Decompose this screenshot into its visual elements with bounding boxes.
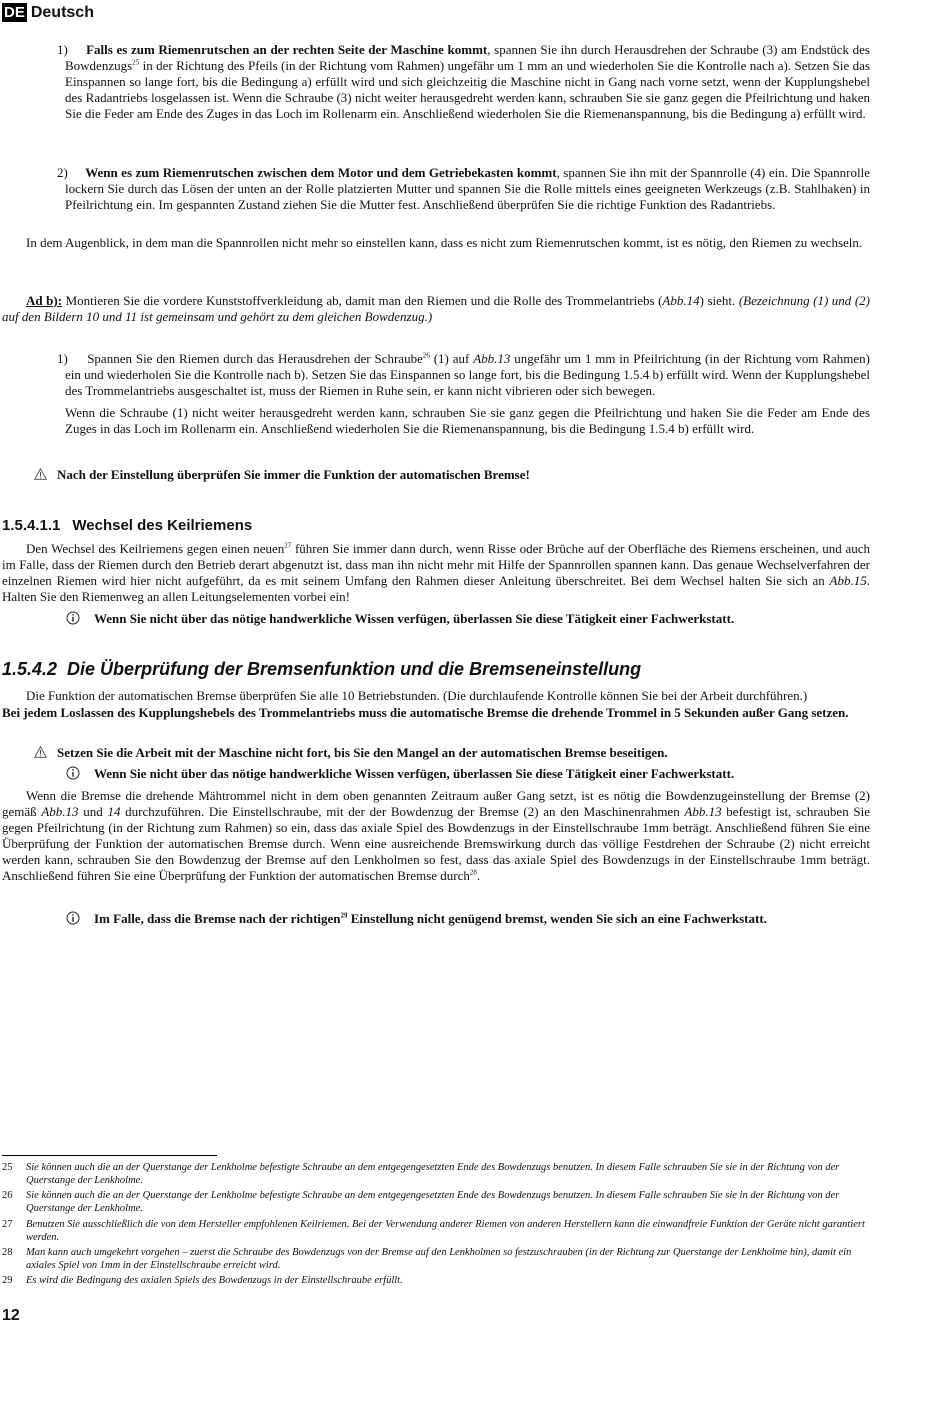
figure-ref: Abb.14: [662, 293, 700, 308]
footnote-ref: 28: [469, 868, 477, 877]
info-note: [66, 766, 876, 782]
footnote-number: 28: [2, 1247, 13, 1258]
warning-text: Nach der Einstellung überprüfen Sie immer die Funktion der automatischen Bremse!: [57, 467, 530, 482]
ad-b-text: Montieren Sie die vordere Kunststoffverkleidung ab, damit man den Riemen und die Rolle des Trommelantriebs (: [62, 293, 663, 308]
figure-ref: 14: [107, 804, 121, 819]
figure-ref: Abb.13: [41, 804, 79, 819]
footnote-number: 25: [2, 1162, 13, 1173]
info-text-part: Im Falle, dass die Bremse nach der richtigen: [94, 911, 341, 926]
figure-ref: Abb.13: [684, 804, 722, 819]
body-text: Den Wechsel des Keilriemens gegen einen neuen: [26, 541, 285, 556]
footnote-text: Sie können auch die an der Querstange der Lenkholme befestigte Schraube an dem entgegengesetzten Ende des Bowdenzugs benutzen. In diesem Falle schrauben Sie sie in der Richtung von der Querstange der Lenkholme.: [26, 1190, 840, 1214]
figure-ref: Abb.15: [829, 573, 867, 588]
item-text: in der Richtung des Pfeils (in der Richtung vom Rahmen) ungefähr um 1 mm an und wiederholen Sie die Kontrolle nach a). Setzen Sie das Einspannen so lange fort, bis die Bedingung a) erfüllt wird und sich gleichzeitig die Maschine nicht in Gang nach vorne setzt, wenn der Kupplungshebel des Radantriebs losgelassen ist. Wenn die Schraube (3) nicht weiter herausgedreht werden kann, schrauben Sie sie ganz gegen die Pfeilrichtung und haken Sie die Feder am Ende des Zuges in das Loch im Rollenarm ein. Anschließend wiederholen Sie die Riemenanspannung, bis die Bedingung a) erfüllt wird.: [65, 58, 870, 121]
page-header: [2, 3, 94, 22]
belt-change-body: [2, 541, 870, 605]
footnote-text: Sie können auch die an der Querstange der Lenkholme befestigte Schraube an dem entgegengesetzten Ende des Bowdenzugs benutzen. In diesem Falle schrauben Sie sie in der Richtung von der Querstange der Lenkholme.: [26, 1162, 840, 1186]
instruction-item-3: [57, 351, 870, 399]
footnote-number: 26: [2, 1190, 13, 1201]
body-text: .: [476, 868, 481, 883]
info-note: [66, 611, 876, 627]
section-title: Wechsel des Keilriemens: [72, 517, 253, 534]
footnote-ref: 27: [284, 541, 292, 550]
item-text: , spannen Sie ihn mit der Spannrolle (4) ein. Die Spannrolle lockern Sie durch das Lösen der unten an der Rolle platzierten Mutter und spannen Sie die Rolle mittels eines geeigneten Werkzeugs (z.B. Stahlhaken) in Pfeilrichtung ein. Im gespannten Zustand ziehen Sie die Mutter fest. Anschließend überprüfen Sie die richtige Funktion des Radantriebs.: [65, 165, 870, 212]
ad-b-label: Ad b):: [26, 293, 63, 308]
footnote: [2, 1246, 868, 1272]
footnote-divider: [2, 1155, 217, 1156]
section-number: 1.5.4.1.1: [2, 517, 61, 534]
footnote-ref: 26: [422, 351, 430, 360]
item-text: Spannen Sie den Riemen durch das Herausdrehen der Schraube: [87, 351, 423, 366]
info-text: Wenn Sie nicht über das nötige handwerkliche Wissen verfügen, überlassen Sie diese Tätigkeit einer Fachwerkstatt.: [94, 611, 735, 626]
warning-note: [34, 745, 874, 761]
item-text: (1) auf: [429, 351, 474, 366]
info-text-part: Einstellung nicht genügend bremst, wenden Sie sich an eine Fachwerkstatt.: [347, 911, 767, 926]
item-heading: Wenn es zum Riemenrutschen zwischen dem Motor und dem Getriebekasten kommt: [85, 165, 557, 180]
info-text: Wenn Sie nicht über das nötige handwerkliche Wissen verfügen, überlassen Sie diese Tätigkeit einer Fachwerkstatt.: [94, 766, 735, 781]
belt-change-paragraph: In dem Augenblick, in dem man die Spannrollen nicht mehr so einstellen kann, dass es nicht zum Riemenrutschen kommt, ist es nötig, den Riemen zu wechseln.: [26, 235, 863, 250]
body-text: . Halten Sie den Riemenweg an allen Leitungselementen vorbei ein!: [2, 573, 870, 604]
body-text: durchzuführen. Die Einstellschraube, mit der der Bowdenzug der Bremse (2) an den Maschinenrahmen: [120, 804, 685, 819]
requirement-text: Bei jedem Loslassen des Kupplungshebels des Trommelantriebs muss die automatische Bremse die drehende Trommel in 5 Sekunden außer Gang setzen.: [2, 705, 849, 720]
info-text: [94, 911, 767, 926]
footnote: [2, 1189, 868, 1215]
section-heading-brake-check: [2, 661, 641, 677]
page-number: 12: [2, 1307, 20, 1324]
item-text: , spannen Sie ihn durch Herausdrehen der Schraube (3) am Endstück des Bowdenzugs: [65, 42, 870, 73]
footnote: [2, 1274, 868, 1287]
warning-text: Setzen Sie die Arbeit mit der Maschine nicht fort, bis Sie den Mangel an der automatischen Bremse beseitigen.: [57, 745, 668, 760]
footnote-text: Es wird die Bedingung des axialen Spiels des Bowdenzugs in der Einstellschraube erfüllt.: [26, 1275, 403, 1286]
item-number: 1): [57, 42, 68, 57]
ad-b-note: (Bezeichnung (1) und (2) auf den Bildern 10 und 11 ist gemeinsam und gehört zu dem gleichen Bowdenzug.): [2, 293, 870, 324]
warning-triangle-icon: [34, 746, 47, 758]
item-heading: Falls es zum Riemenrutschen an der rechten Seite der Maschine kommt: [86, 42, 488, 57]
info-circle-icon: [66, 611, 80, 625]
ad-b-text: ) sieht.: [699, 293, 739, 308]
warning-note: [34, 467, 874, 483]
figure-ref: Abb.13: [473, 351, 511, 366]
item-text: ungefähr um 1 mm in Pfeilrichtung (in der Richtung vom Rahmen) ein und wiederholen Sie die Kontrolle nach b). Setzen Sie das Einspannen so lange fort, bis die Bedingung 1.5.4 b) erfüllt wird. Wenn der Kupplungshebel des Trommelantriebs ausgeschaltet ist, muss der Riemen in Ruhe sein, er kann nicht vibrieren oder sich bewegen.: [65, 351, 870, 398]
body-text: führen Sie immer dann durch, wenn Risse oder Brüche auf der Oberfläche des Riemens erscheinen, und auch im Falle, dass der Riemen durch den Betrieb derart abgenutzt ist, dass man ihn nicht mehr mit Hilfe der Spannrollen spannen kann. Das genaue Wechselverfahren der einzelnen Riemen wird hier nicht aufgeführt, da es mit seinem Umfang den Rahmen dieser Anleitung überschreitet. Bei dem Wechsel halten Sie sich an: [2, 541, 870, 588]
item-number: 1): [57, 351, 68, 366]
language-code-badge: DE: [4, 4, 25, 21]
brake-adjust-body: [2, 788, 870, 884]
language-name: Deutsch: [30, 3, 94, 21]
info-circle-icon: [66, 766, 80, 780]
ad-b-paragraph: [2, 293, 870, 325]
info-note: [66, 911, 876, 927]
brake-check-intro: Die Funktion der automatischen Bremse überprüfen Sie alle 10 Betriebstunden. (Die durchlaufende Kontrolle können Sie bei der Arbeit durchführen.): [26, 688, 808, 703]
footnote-ref: 29: [340, 911, 348, 920]
footnote: [2, 1218, 868, 1244]
footnote-ref: 25: [132, 58, 140, 67]
footnote-text: Benutzen Sie ausschließlich die von dem Hersteller empfohlenen Keilriemen. Bei der Verwendung anderer Riemen von anderen Herstellern kann die einwandfreie Funktion der Geräte nicht garantiert werden.: [26, 1219, 865, 1243]
warning-triangle-icon: [34, 468, 47, 480]
instruction-item-1: [57, 42, 870, 122]
brake-check-requirement: [2, 705, 870, 721]
footnote-number: 29: [2, 1275, 13, 1286]
section-number: 1.5.4.2: [2, 659, 58, 679]
body-text: befestigt ist, schrauben Sie gegen Pfeilrichtung (in der Richtung zum Rahmen) so ein, dass das axiale Spiel des Bowdenzugs in der Einstellschraube 1mm beträgt. Anschließend führen Sie eine Überprüfung der Funktion der automatischen Bremse durch. Wenn eine ausreichende Bremswirkung durch das völlige Festdrehen der Schraube (2) nicht erreicht werden kann, schrauben Sie den Bowdenzug der Bremse auf den Lenkholmen so fest, dass das axiale Spiel des Bowdenzugs in der Einstellschraube 1mm beträgt. Anschließend führen Sie eine Überprüfung der Funktion der automatischen Bremse durch: [2, 804, 871, 883]
body-text: Wenn die Bremse die drehende Mähtrommel nicht in dem oben genannten Zeitraum außer Gang setzt, ist es nötig die Bowdenzugeinstellung der Bremse (2) gemäß: [2, 788, 870, 819]
body-text: und: [78, 804, 108, 819]
instruction-item-3-continuation: Wenn die Schraube (1) nicht weiter herausgedreht werden kann, schrauben Sie sie ganz gegen die Pfeilrichtung und haken Sie die Feder am Ende des Zuges in das Loch im Rollenarm ein. Anschließend wiederholen Sie die Riemenanspannung, bis die Bedingung 1.5.4 b) erfüllt wird.: [65, 405, 870, 436]
section-title: Die Überprüfung der Bremsenfunktion und die Bremseneinstellung: [67, 659, 642, 679]
footnote-text: Man kann auch umgekehrt vorgehen – zuerst die Schraube des Bowdenzugs von der Bremse auf den Lenkholmen so festzuschrauben (in der Richtung zur Querstange der Lenkholme hin), damit ein axiales Spiel von 1mm in der Einstellschraube erreicht wird.: [26, 1247, 852, 1271]
footnote-number: 27: [2, 1219, 13, 1230]
info-circle-icon: [66, 911, 80, 925]
item-number: 2): [57, 165, 68, 180]
instruction-item-2: [57, 165, 870, 213]
footnote: [2, 1161, 868, 1187]
section-heading-belt-change: [2, 518, 252, 534]
